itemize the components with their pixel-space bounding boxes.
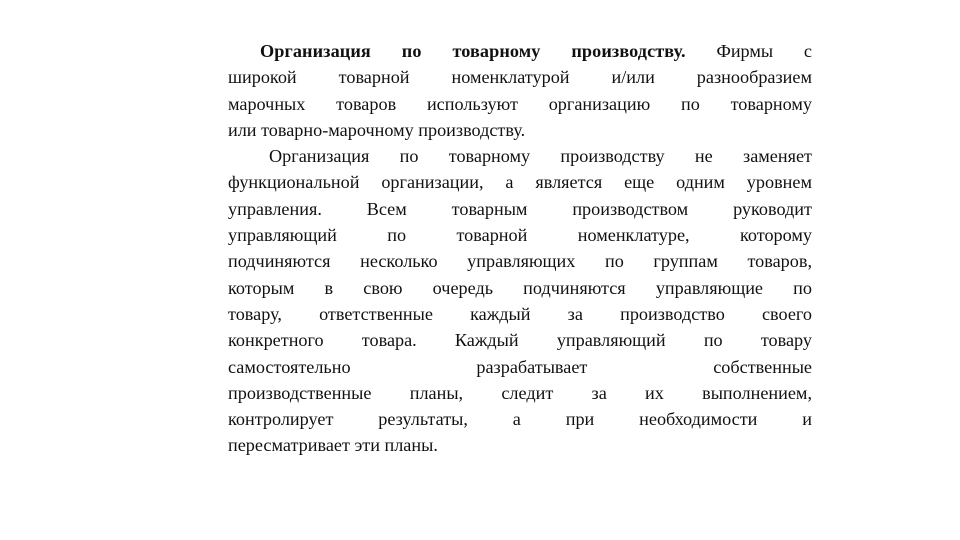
paragraph-2-line-6: которым в свою очередь подчиняются управляющие по (228, 277, 812, 298)
paragraph-1-line-4: или товарно-марочному производству. (228, 119, 526, 140)
paragraph-1-line-3: марочных товаров используют организацию по товарному (228, 93, 812, 114)
paragraph-2-line-11: контролирует результаты, а при необходимости и (228, 409, 812, 430)
paragraph-1-bold-lead: Организация по товарному производству. (260, 41, 686, 61)
paragraph-2-line-4: управляющий по товарной номенклатуре, которому (228, 225, 812, 246)
paragraph-2-line-3: управления. Всем товарным производством руководит (228, 198, 812, 219)
paragraph-2-line-7: товару, ответственные каждый за производство своего (228, 303, 812, 324)
body-text (228, 38, 812, 459)
paragraph-2-line-12: пересматривает эти планы. (228, 435, 438, 456)
paragraph-1-line-1 (228, 38, 812, 64)
paragraph-1-line-1-text: Фирмы с (716, 41, 812, 61)
paragraph-2-line-2: функциональной организации, а является еще одним уровнем (228, 172, 812, 193)
paragraph-2-line-5: подчиняются несколько управляющих по группам товаров, (228, 251, 812, 272)
paragraph-2-line-10: производственные планы, следит за их выполнением, (228, 382, 812, 403)
paragraph-2-line-8: конкретного товара. Каждый управляющий по товару (228, 330, 812, 351)
paragraph-1-line-2: широкой товарной номенклатурой и/или разнообразием (228, 67, 812, 88)
paragraph-2-line-9: самостоятельно разрабатывает собственные (228, 356, 812, 377)
paragraph-2-line-1: Организация по товарному производству не заменяет (269, 146, 812, 167)
